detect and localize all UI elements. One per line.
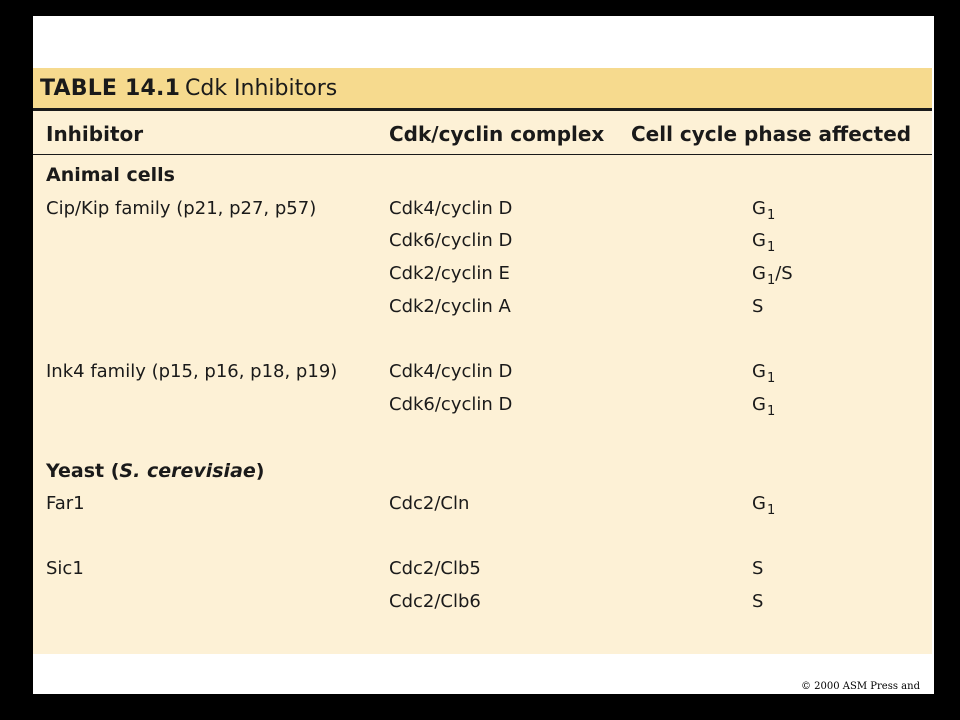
complex-cell: Cdk4/cyclin D [389,198,513,219]
phase-cell: $G_1/S$ [752,263,793,288]
complex-cell: Cdc2/Cln [389,493,470,514]
inhibitor-sic1: Sic1 [46,558,84,579]
phase-cell: $G_1$ [752,361,776,386]
credit-line-1: © 2000 ASM Press and [801,681,920,692]
phase-cell: S [752,558,764,579]
table [33,68,932,654]
table-title: Cdk Inhibitors [185,76,338,101]
section-heading-yeast: Yeast (S. cerevisiae) [46,460,265,482]
complex-cell: Cdk6/cyclin D [389,230,513,251]
phase-cell: $G_1$ [752,493,776,518]
complex-cell: Cdc2/Clb5 [389,558,481,579]
header-rule [33,154,932,155]
section-heading-animal-cells: Animal cells [46,164,175,186]
column-header-complex: Cdk/cyclin complex [389,122,605,146]
inhibitor-far1: Far1 [46,493,85,514]
phase-cell: S [752,591,764,612]
complex-cell: Cdk2/cyclin A [389,296,511,317]
title-rule [33,108,932,111]
phase-cell: S [752,296,764,317]
table-title-band [33,68,932,108]
phase-cell: $G_1$ [752,394,776,419]
table-number: TABLE 14.1 [40,76,181,101]
credit-line-2: Sinauer Associates, Inc. [801,694,923,705]
copyright-credit [801,680,923,706]
column-header-phase: Cell cycle phase affected [631,122,912,146]
complex-cell: Cdk2/cyclin E [389,263,510,284]
phase-cell: $G_1$ [752,198,776,223]
slide [33,16,934,705]
column-header-inhibitor: Inhibitor [46,122,144,146]
complex-cell: Cdc2/Clb6 [389,591,481,612]
phase-cell: $G_1$ [752,230,776,255]
inhibitor-ink4: Ink4 family (p15, p16, p18, p19) [46,361,338,382]
inhibitor-cip-kip: Cip/Kip family (p21, p27, p57) [46,198,317,219]
complex-cell: Cdk6/cyclin D [389,394,513,415]
complex-cell: Cdk4/cyclin D [389,361,513,382]
